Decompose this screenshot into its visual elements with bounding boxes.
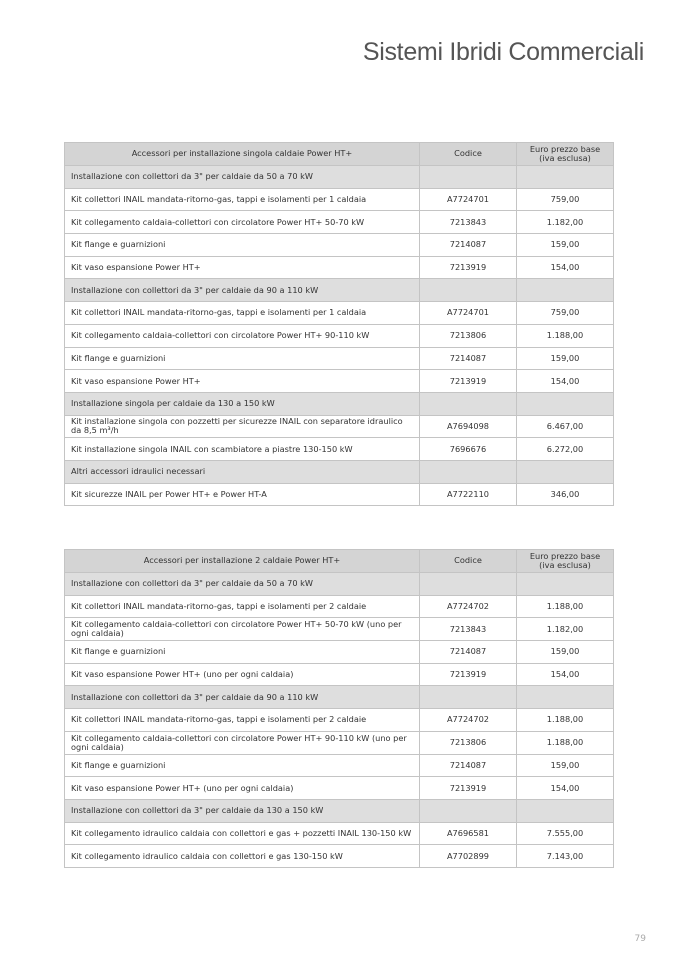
table-section-row: [65, 392, 614, 415]
column-header-description: Accessori per installazione 2 caldaie Power HT+: [65, 550, 420, 573]
column-header-price: Euro prezzo base (iva esclusa): [517, 550, 614, 573]
table-row: [65, 234, 614, 257]
table-header-row: [65, 550, 614, 573]
cell-description: Installazione singola per caldaie da 130 a 150 kW: [65, 392, 420, 415]
cell-code: [420, 573, 517, 596]
cell-description: Kit collegamento idraulico caldaia con collettori e gas + pozzetti INAIL 130-150 kW: [65, 822, 420, 845]
cell-description: Kit installazione singola con pozzetti per sicurezze INAIL con separatore idraulico da 8,5 m³/h: [65, 415, 420, 438]
page-title: Sistemi Ibridi Commerciali: [362, 38, 644, 66]
cell-code: A7694098: [420, 415, 517, 438]
cell-code: 7696676: [420, 438, 517, 461]
cell-price: 159,00: [517, 754, 614, 777]
table-row: [65, 415, 614, 438]
table-row: [65, 754, 614, 777]
cell-price: 759,00: [517, 188, 614, 211]
page-number: 79: [634, 934, 646, 944]
cell-description: Kit collettori INAIL mandata-ritorno-gas, tappi e isolamenti per 2 caldaie: [65, 595, 420, 618]
table-section-row: [65, 279, 614, 302]
cell-price: 6.272,00: [517, 438, 614, 461]
table-row: [65, 188, 614, 211]
cell-price: 1.182,00: [517, 618, 614, 641]
cell-code: 7213806: [420, 731, 517, 754]
cell-description: Kit collettori INAIL mandata-ritorno-gas, tappi e isolamenti per 2 caldaie: [65, 709, 420, 732]
price-table-two-boilers: [64, 549, 614, 868]
table-row: [65, 438, 614, 461]
cell-description: Kit installazione singola INAIL con scambiatore a piastre 130-150 kW: [65, 438, 420, 461]
cell-code: [420, 799, 517, 822]
cell-description: Installazione con collettori da 3" per caldaie da 90 a 110 kW: [65, 686, 420, 709]
column-header-code: Codice: [420, 143, 517, 166]
cell-code: [420, 392, 517, 415]
cell-description: Kit vaso espansione Power HT+ (uno per ogni caldaia): [65, 663, 420, 686]
cell-price: [517, 392, 614, 415]
cell-code: 7213919: [420, 777, 517, 800]
cell-price: [517, 573, 614, 596]
cell-description: Kit vaso espansione Power HT+: [65, 370, 420, 393]
cell-description: Kit collegamento caldaia-collettori con circolatore Power HT+ 50-70 kW (uno per ogni caldaia): [65, 618, 420, 641]
table-row: [65, 641, 614, 664]
table-row: [65, 595, 614, 618]
table-row: [65, 483, 614, 506]
cell-price: [517, 686, 614, 709]
cell-description: Installazione con collettori da 3" per caldaie da 50 a 70 kW: [65, 166, 420, 189]
cell-code: 7214087: [420, 234, 517, 257]
cell-code: 7214087: [420, 347, 517, 370]
cell-price: 159,00: [517, 641, 614, 664]
cell-description: Kit sicurezze INAIL per Power HT+ e Power HT-A: [65, 483, 420, 506]
cell-code: 7214087: [420, 754, 517, 777]
cell-price: 7.555,00: [517, 822, 614, 845]
cell-price: 1.182,00: [517, 211, 614, 234]
cell-description: Installazione con collettori da 3" per caldaie da 50 a 70 kW: [65, 573, 420, 596]
cell-code: A7724702: [420, 709, 517, 732]
cell-description: Kit flange e guarnizioni: [65, 347, 420, 370]
cell-description: Kit flange e guarnizioni: [65, 754, 420, 777]
table-row: [65, 822, 614, 845]
cell-code: A7724701: [420, 188, 517, 211]
cell-code: [420, 279, 517, 302]
cell-code: 7214087: [420, 641, 517, 664]
table-row: [65, 845, 614, 868]
table-row: [65, 324, 614, 347]
cell-price: 1.188,00: [517, 595, 614, 618]
table-row: [65, 211, 614, 234]
cell-description: Kit flange e guarnizioni: [65, 641, 420, 664]
cell-price: 7.143,00: [517, 845, 614, 868]
table-section-row: [65, 686, 614, 709]
table-section-row: [65, 799, 614, 822]
cell-code: A7696581: [420, 822, 517, 845]
cell-price: 1.188,00: [517, 324, 614, 347]
cell-code: A7724701: [420, 302, 517, 325]
cell-price: 6.467,00: [517, 415, 614, 438]
table-row: [65, 302, 614, 325]
cell-code: 7213843: [420, 618, 517, 641]
column-header-price: Euro prezzo base (iva esclusa): [517, 143, 614, 166]
table-row: [65, 663, 614, 686]
table-row: [65, 618, 614, 641]
cell-price: 346,00: [517, 483, 614, 506]
cell-description: Kit collegamento caldaia-collettori con circolatore Power HT+ 90-110 kW (uno per ogni caldaia): [65, 731, 420, 754]
cell-price: [517, 166, 614, 189]
cell-price: 159,00: [517, 347, 614, 370]
cell-description: Kit vaso espansione Power HT+: [65, 256, 420, 279]
table-row: [65, 777, 614, 800]
cell-price: 154,00: [517, 370, 614, 393]
cell-price: [517, 279, 614, 302]
cell-price: 154,00: [517, 663, 614, 686]
table-row: [65, 256, 614, 279]
cell-price: [517, 460, 614, 483]
cell-code: [420, 686, 517, 709]
cell-description: Kit collettori INAIL mandata-ritorno-gas, tappi e isolamenti per 1 caldaia: [65, 302, 420, 325]
cell-code: 7213919: [420, 256, 517, 279]
cell-code: A7722110: [420, 483, 517, 506]
table-header-row: [65, 143, 614, 166]
cell-code: [420, 460, 517, 483]
cell-code: 7213806: [420, 324, 517, 347]
cell-price: 1.188,00: [517, 709, 614, 732]
price-table-single-boiler: [64, 142, 614, 506]
cell-description: Kit collegamento caldaia-collettori con circolatore Power HT+ 90-110 kW: [65, 324, 420, 347]
table-row: [65, 731, 614, 754]
cell-price: 159,00: [517, 234, 614, 257]
table-section-row: [65, 460, 614, 483]
cell-code: [420, 166, 517, 189]
cell-description: Kit collegamento idraulico caldaia con collettori e gas 130-150 kW: [65, 845, 420, 868]
cell-description: Kit flange e guarnizioni: [65, 234, 420, 257]
cell-price: 154,00: [517, 256, 614, 279]
cell-description: Kit collettori INAIL mandata-ritorno-gas, tappi e isolamenti per 1 caldaia: [65, 188, 420, 211]
table-section-row: [65, 573, 614, 596]
cell-description: Altri accessori idraulici necessari: [65, 460, 420, 483]
column-header-description: Accessori per installazione singola caldaie Power HT+: [65, 143, 420, 166]
cell-code: 7213919: [420, 663, 517, 686]
cell-code: A7702899: [420, 845, 517, 868]
cell-price: 759,00: [517, 302, 614, 325]
table-row: [65, 709, 614, 732]
table-section-row: [65, 166, 614, 189]
cell-code: 7213843: [420, 211, 517, 234]
cell-description: Kit collegamento caldaia-collettori con circolatore Power HT+ 50-70 kW: [65, 211, 420, 234]
cell-price: [517, 799, 614, 822]
cell-description: Kit vaso espansione Power HT+ (uno per ogni caldaia): [65, 777, 420, 800]
cell-description: Installazione con collettori da 3" per caldaie da 90 a 110 kW: [65, 279, 420, 302]
table-row: [65, 347, 614, 370]
cell-price: 1.188,00: [517, 731, 614, 754]
cell-description: Installazione con collettori da 3" per caldaie da 130 a 150 kW: [65, 799, 420, 822]
cell-code: 7213919: [420, 370, 517, 393]
cell-price: 154,00: [517, 777, 614, 800]
column-header-code: Codice: [420, 550, 517, 573]
cell-code: A7724702: [420, 595, 517, 618]
table-row: [65, 370, 614, 393]
